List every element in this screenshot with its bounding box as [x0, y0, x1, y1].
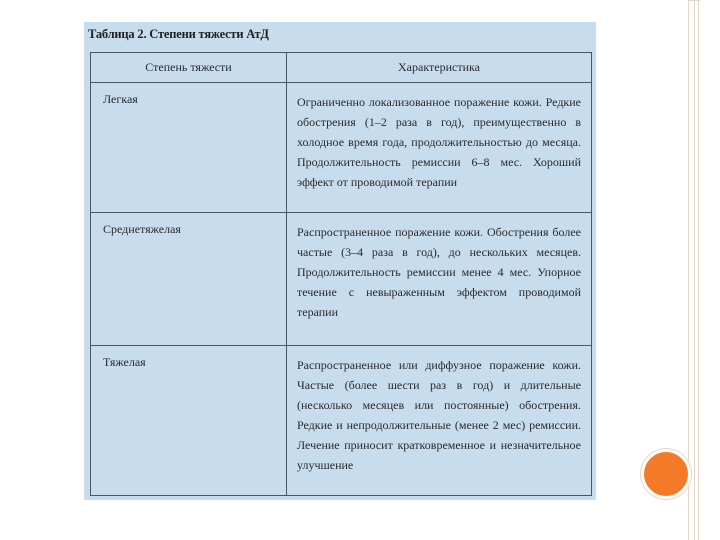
table-row: [91, 213, 592, 346]
border-line: [694, 0, 695, 540]
severity-description-cell: Распространенное поражение кожи. Обострения более частые (3–4 раза в год), до нескольких месяцев. Продолжительность ремиссии менее 4 мес. Упорное течение с невыраженным эффектом проводимой терапии: [287, 213, 592, 346]
severity-degree-cell: Среднетяжелая: [91, 213, 287, 346]
orange-circle-decoration: [641, 449, 691, 499]
severity-table: [90, 52, 592, 496]
table-row: [91, 346, 592, 496]
table-title: Таблица 2. Степени тяжести АтД: [88, 27, 269, 41]
severity-description-cell: Ограниченно локализованное поражение кожи. Редкие обострения (1–2 раза в год), преимущественно в холодное время года, продолжительностью до месяца. Продолжительность ремиссии 6–8 мес. Хороший эффект от проводимой терапии: [287, 83, 592, 213]
column-header-characteristic: Характеристика: [287, 53, 592, 83]
border-line: [688, 0, 700, 1]
table-row: [91, 83, 592, 213]
table-image-panel: [84, 22, 596, 500]
table-header-row: [91, 53, 592, 83]
severity-degree-cell: Легкая: [91, 83, 287, 213]
column-header-degree: Степень тяжести: [91, 53, 287, 83]
border-line: [698, 0, 699, 540]
border-line: [688, 0, 689, 540]
severity-description-cell: Распространенное или диффузное поражение кожи. Частые (более шести раз в год) и длительные (несколько месяцев или постоянные) обострения. Редкие и непродолжительные (менее 2 мес) ремиссии. Лечение приносит кратковременное и незначительное улучшение: [287, 346, 592, 496]
severity-degree-cell: Тяжелая: [91, 346, 287, 496]
